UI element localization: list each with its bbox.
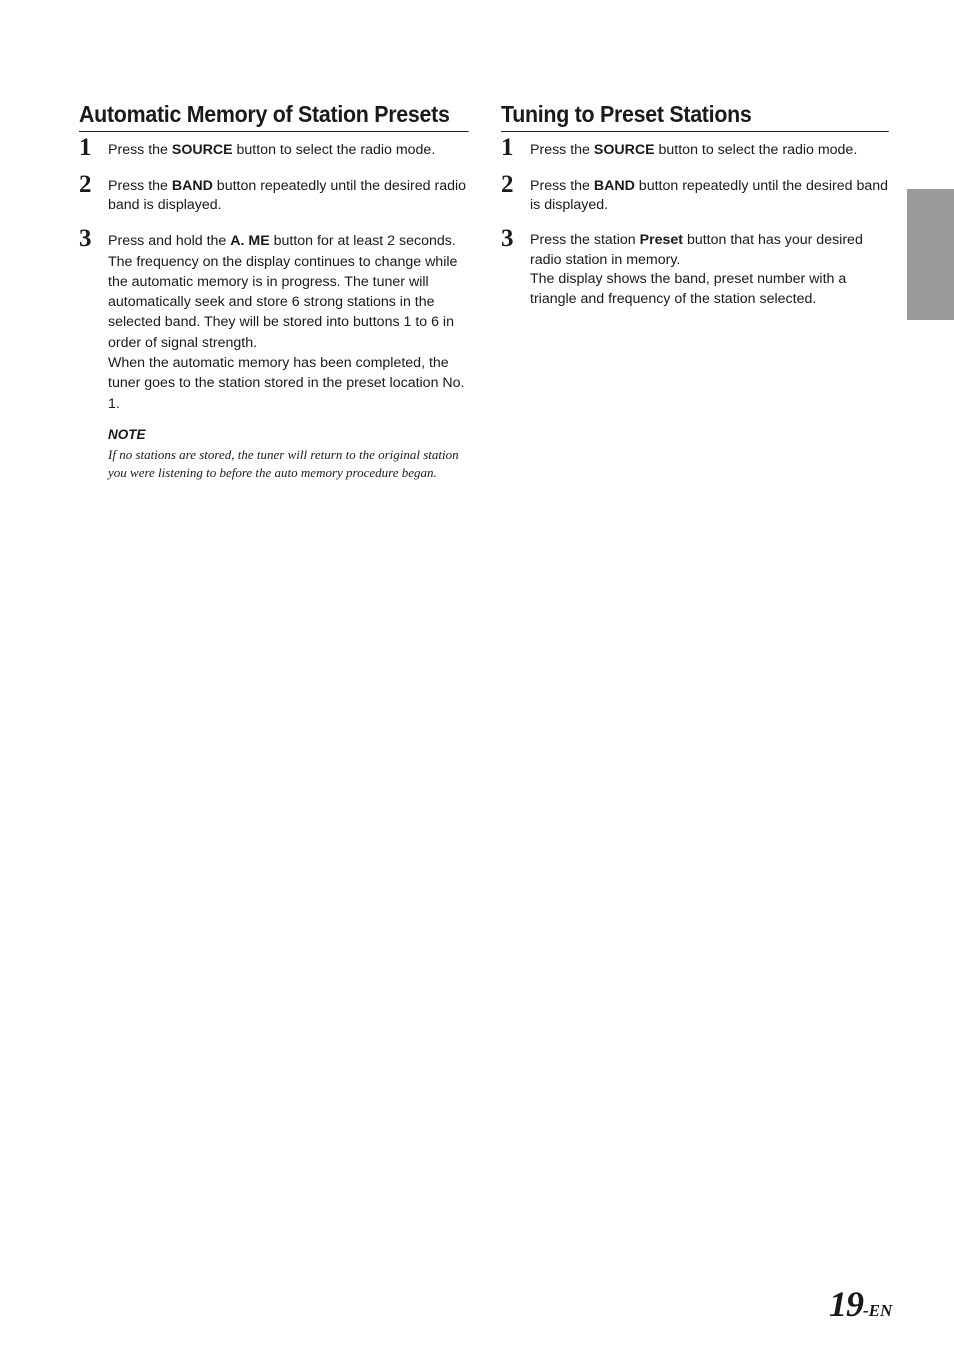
step-item (501, 171, 889, 214)
step-item (79, 225, 469, 414)
section-title-tuning-presets: Tuning to Preset Stations (501, 100, 889, 132)
step-number: 2 (501, 171, 514, 199)
note-box (108, 426, 469, 482)
step-item (79, 134, 469, 161)
page-number-suffix: -EN (863, 1301, 893, 1320)
step-item (501, 225, 889, 309)
step-text: Press the SOURCE button to select the radio mode. (530, 142, 858, 158)
page-number-value: 19 (829, 1284, 863, 1324)
section-side-tab (907, 189, 954, 320)
step-number: 2 (79, 171, 92, 199)
step-number: 1 (501, 134, 514, 161)
steps-list (501, 134, 889, 309)
step-text: Press the station Preset button that has your desired radio station in memory. (530, 232, 863, 268)
step-extra-text: When the automatic memory has been completed, the tuner goes to the station stored in the preset location No. 1. (108, 355, 465, 412)
step-extra-text: The display shows the band, preset number with a triangle and frequency of the station selected. (530, 271, 847, 307)
note-title: NOTE (108, 426, 146, 442)
steps-list (79, 134, 469, 414)
section-title-automatic-memory: Automatic Memory of Station Presets (79, 100, 469, 132)
step-text: Press the BAND button repeatedly until the desired band is displayed. (530, 178, 889, 213)
left-column (79, 100, 469, 482)
step-number: 1 (79, 134, 92, 161)
step-item (79, 171, 469, 214)
page-number (829, 1283, 892, 1325)
step-text: Press and hold the A. ME button for at least 2 seconds. The frequency on the display continues to change while the automatic memory is in progress. The tuner will automatically seek and store 6 strong stations in the selected band. They will be stored into buttons 1 to 6 in order of signal strength. (108, 233, 458, 351)
note-text: If no stations are stored, the tuner will return to the original station you were listening to before the auto memory procedure began. (108, 446, 459, 480)
step-number: 3 (79, 225, 92, 253)
step-number: 3 (501, 225, 514, 253)
right-column (501, 100, 889, 309)
step-item (501, 134, 889, 161)
step-text: Press the SOURCE button to select the radio mode. (108, 142, 436, 158)
step-text: Press the BAND button repeatedly until the desired radio band is displayed. (108, 178, 467, 213)
